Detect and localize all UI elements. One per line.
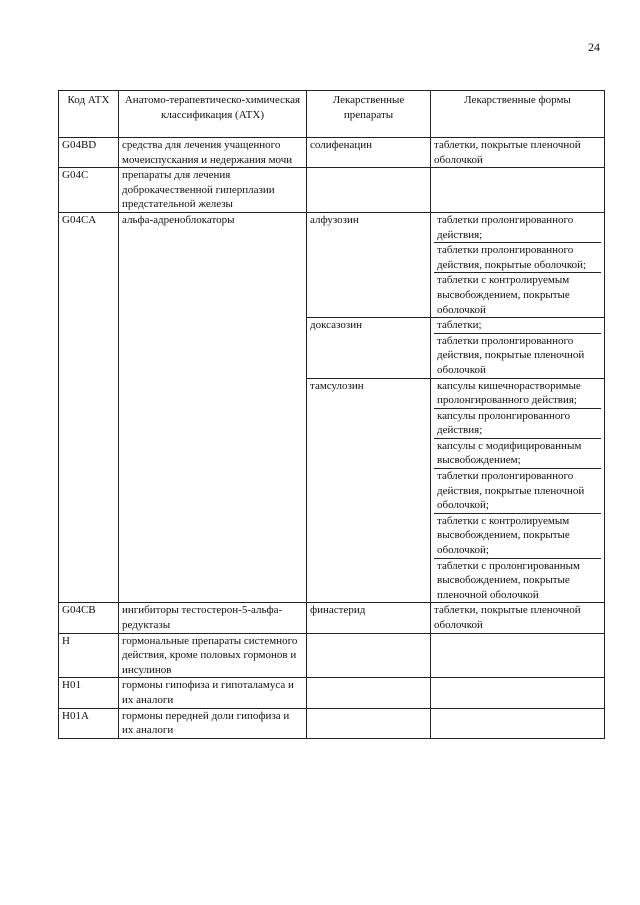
atc-code: H01	[59, 678, 119, 708]
drug-name: финастерид	[307, 603, 431, 633]
drug-name	[307, 168, 431, 213]
table-row	[59, 633, 605, 678]
dosage-form: таблетки с пролонгированным высвобождением, покрытые пленочной оболочкой	[434, 558, 601, 603]
dosage-form: таблетки пролонгированного действия, покрытые пленочной оболочкой	[434, 333, 601, 378]
drug-name	[307, 633, 431, 678]
dosage-form	[431, 678, 605, 708]
dosage-form	[431, 168, 605, 213]
atc-code: H	[59, 633, 119, 678]
atc-code: G04CB	[59, 603, 119, 633]
header-code: Код АТХ	[59, 91, 119, 138]
dosage-form: таблетки, покрытые пленочной оболочкой	[431, 138, 605, 168]
dosage-form: таблетки пролонгированного действия, покрытые пленочной оболочкой;	[434, 468, 601, 513]
atc-classification: гормоны гипофиза и гипоталамуса и их аналоги	[119, 678, 307, 708]
drug-name	[307, 708, 431, 738]
drug-name: тамсулозин	[307, 378, 431, 603]
atc-code: H01A	[59, 708, 119, 738]
atc-classification: альфа-адреноблокаторы	[119, 212, 307, 602]
table-row	[59, 168, 605, 213]
atc-classification: средства для лечения учащенного мочеиспускания и недержания мочи	[119, 138, 307, 168]
dosage-forms	[431, 318, 605, 378]
dosage-forms	[431, 212, 605, 317]
table-row	[59, 603, 605, 633]
atc-classification: ингибиторы тестостерон-5-альфа-редуктазы	[119, 603, 307, 633]
dosage-form: таблетки с контролируемым высвобождением, покрытые оболочкой;	[434, 513, 601, 558]
table-row	[59, 138, 605, 168]
header-forms: Лекарственные формы	[431, 91, 605, 138]
table-header-row	[59, 91, 605, 138]
atc-table	[58, 90, 605, 739]
atc-classification: гормоны передней доли гипофиза и их аналоги	[119, 708, 307, 738]
dosage-form: таблетки пролонгированного действия, покрытые оболочкой;	[434, 242, 601, 272]
dosage-form: капсулы с модифицированным высвобождением;	[434, 438, 601, 468]
atc-code: G04BD	[59, 138, 119, 168]
atc-code: G04C	[59, 168, 119, 213]
page-number: 24	[588, 40, 600, 54]
dosage-form: капсулы пролонгированного действия;	[434, 408, 601, 438]
dosage-form: таблетки, покрытые пленочной оболочкой	[431, 603, 605, 633]
drug-name: солифенацин	[307, 138, 431, 168]
dosage-form: таблетки пролонгированного действия;	[437, 213, 574, 241]
drug-name: алфузозин	[307, 212, 431, 317]
atc-classification: гормональные препараты системного действия, кроме половых гормонов и инсулинов	[119, 633, 307, 678]
table-row	[59, 678, 605, 708]
header-classification: Анатомо-терапевтическо-химическая классификация (АТХ)	[119, 91, 307, 138]
dosage-form: капсулы кишечнорастворимые пролонгированного действия;	[437, 379, 581, 407]
atc-code: G04CA	[59, 212, 119, 602]
atc-classification: препараты для лечения доброкачественной гиперплазии предстательной железы	[119, 168, 307, 213]
dosage-form: таблетки с контролируемым высвобождением, покрытые оболочкой	[434, 272, 601, 317]
header-drugs: Лекарственные препараты	[307, 91, 431, 138]
dosage-form: таблетки;	[437, 319, 482, 332]
table-row	[59, 708, 605, 738]
dosage-forms	[431, 378, 605, 603]
dosage-form	[431, 633, 605, 678]
table-row	[59, 212, 605, 317]
drug-name	[307, 678, 431, 708]
dosage-form	[431, 708, 605, 738]
drug-name: доксазозин	[307, 318, 431, 378]
